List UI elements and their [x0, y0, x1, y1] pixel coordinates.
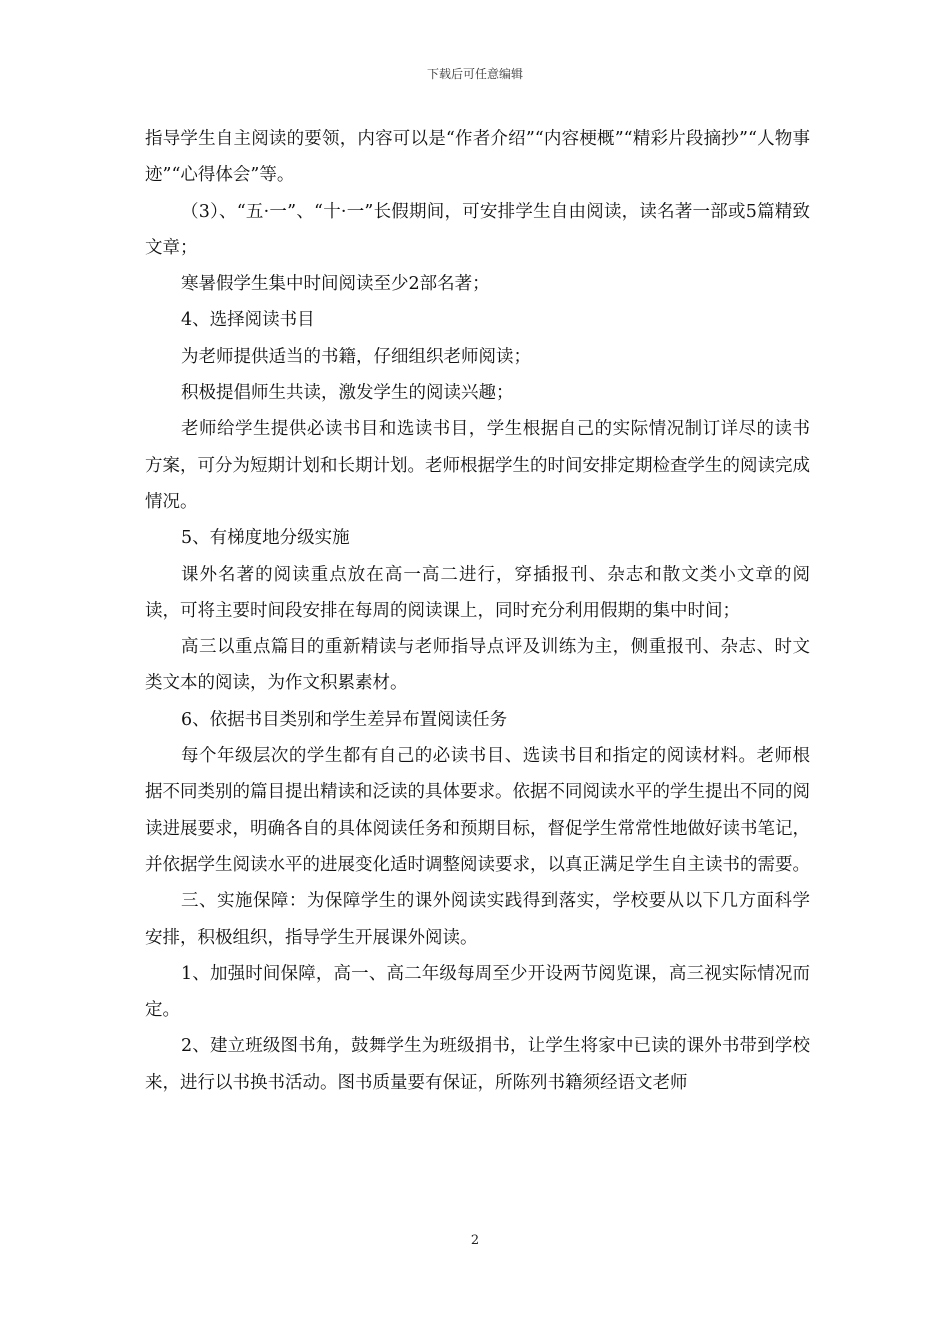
section-heading: 4、选择阅读书目: [181, 310, 315, 331]
paragraph: 1、加强时间保障，高一、高二年级每周至少开设两节阅览课，高三视实际情况而定。: [145, 963, 810, 1021]
page-number: 2: [470, 1233, 480, 1248]
page-header: 下载后可任意编辑: [426, 67, 523, 81]
paragraph: 老师给学生提供必读书目和选读书目，学生根据自己的实际情况制订详尽的读书方案，可分为短期计划和长期计划。老师根据学生的时间安排定期检查学生的阅读完成情况。: [145, 419, 810, 512]
paragraph: 寒暑假学生集中时间阅读至少2部名著；: [181, 274, 490, 295]
paragraph: 积极提倡师生共读，激发学生的阅读兴趣；: [181, 383, 514, 404]
paragraph: 高三以重点篇目的重新精读与老师指导点评及训练为主，侧重报刊、杂志、时文类文本的阅读，为作文积累素材。: [145, 637, 810, 694]
document-body: [145, 121, 810, 1101]
paragraph: 课外名著的阅读重点放在高一高二进行，穿插报刊、杂志和散文类小文章的阅读，可将主要时间段安排在每周的阅读课上，同时充分利用假期的集中时间；: [145, 564, 810, 621]
section-heading: 5、有梯度地分级实施: [181, 528, 350, 549]
paragraph: 三、实施保障：为保障学生的课外阅读实践得到落实，学校要从以下几方面科学安排，积极组织，指导学生开展课外阅读。: [145, 891, 810, 948]
section-heading: 6、依据书目类别和学生差异布置阅读任务: [181, 709, 508, 730]
paragraph: （3）、“五·一”、“十·一”长假期间，可安排学生自由阅读，读名著一部或5篇精致文章；: [145, 201, 810, 258]
paragraph: 每个年级层次的学生都有自己的必读书目、选读书目和指定的阅读材料。老师根据不同类别的篇目提出精读和泛读的具体要求。依据不同阅读水平的学生提出不同的阅读进展要求，明确各自的具体阅读任务和预期目标，督促学生常常性地做好读书笔记，并依据学生阅读水平的进展变化适时调整阅读要求，以真正满足学生自主读书的需要。: [145, 746, 810, 875]
paragraph: 为老师提供适当的书籍，仔细组织老师阅读；: [181, 346, 531, 367]
paragraph: 2、建立班级图书角，鼓舞学生为班级捐书，让学生将家中已读的课外书带到学校来，进行以书换书活动。图书质量要有保证，所陈列书籍须经语文老师: [145, 1036, 810, 1093]
paragraph: 指导学生自主阅读的要领，内容可以是“作者介绍”“内容梗概”“精彩片段摘抄”“人物事迹”“心得体会”等。: [145, 129, 810, 186]
